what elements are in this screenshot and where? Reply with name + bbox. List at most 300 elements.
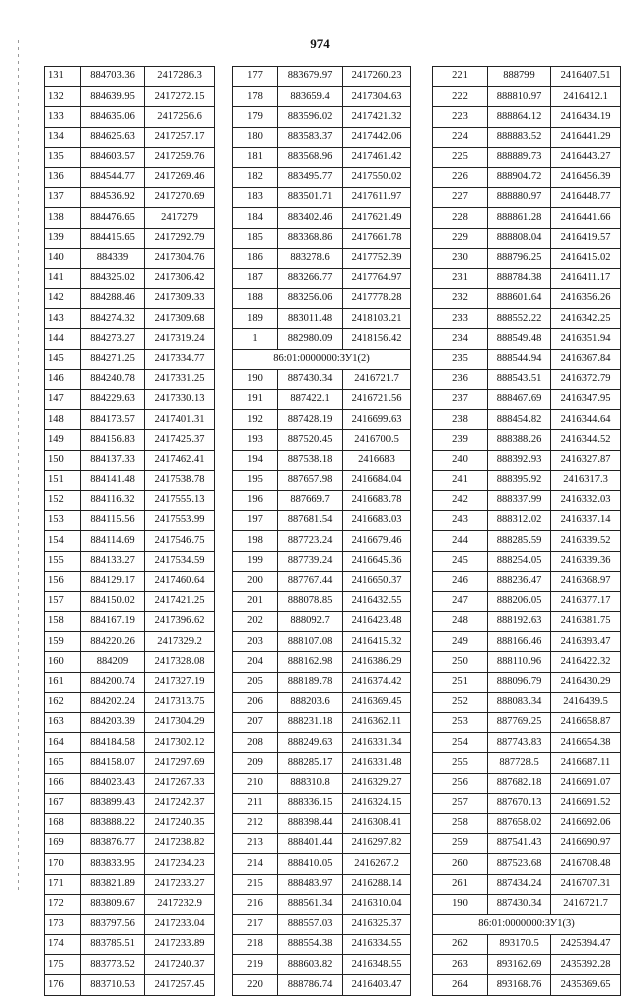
point-number-cell: 246: [433, 571, 488, 591]
y-coordinate-cell: 2417234.23: [145, 854, 215, 874]
x-coordinate-cell: 883266.77: [278, 268, 343, 288]
table-row: [233, 228, 411, 248]
x-coordinate-cell: 884167.19: [81, 612, 145, 632]
point-number-cell: 247: [433, 591, 488, 611]
x-coordinate-cell: 888889.73: [488, 147, 551, 167]
x-coordinate-cell: 883899.43: [81, 793, 145, 813]
point-number-cell: 233: [433, 309, 488, 329]
x-coordinate-cell: 884639.95: [81, 87, 145, 107]
x-coordinate-cell: 887682.18: [488, 773, 551, 793]
y-coordinate-cell: 2416645.36: [343, 551, 411, 571]
y-coordinate-cell: 2416721.56: [343, 390, 411, 410]
y-coordinate-cell: 2416456.39: [551, 167, 621, 187]
table-row: [433, 733, 621, 753]
y-coordinate-cell: 2416699.63: [343, 410, 411, 430]
table-row: [45, 511, 215, 531]
x-coordinate-cell: 888395.92: [488, 470, 551, 490]
y-coordinate-cell: 2417257.45: [145, 975, 215, 995]
y-coordinate-cell: 2417272.15: [145, 87, 215, 107]
x-coordinate-cell: 884271.25: [81, 349, 145, 369]
y-coordinate-cell: 2416342.25: [551, 309, 621, 329]
x-coordinate-cell: 887681.54: [278, 511, 343, 531]
table-row: [433, 955, 621, 975]
y-coordinate-cell: 2416419.57: [551, 228, 621, 248]
point-number-cell: 198: [233, 531, 278, 551]
point-number-cell: 219: [233, 955, 278, 975]
point-number-cell: 148: [45, 410, 81, 430]
y-coordinate-cell: 2416403.47: [343, 975, 411, 995]
y-coordinate-cell: 2416386.29: [343, 652, 411, 672]
point-number-cell: 214: [233, 854, 278, 874]
point-number-cell: 162: [45, 692, 81, 712]
table-row: [433, 713, 621, 733]
table-row: [233, 713, 411, 733]
y-coordinate-cell: 2416721.7: [343, 369, 411, 389]
table-body: [45, 67, 215, 996]
table-row: [233, 329, 411, 349]
table-row: [433, 309, 621, 329]
y-coordinate-cell: 2417256.6: [145, 107, 215, 127]
table-row: [45, 127, 215, 147]
x-coordinate-cell: 888799: [488, 67, 551, 87]
x-coordinate-cell: 888796.25: [488, 248, 551, 268]
y-coordinate-cell: 2416439.5: [551, 692, 621, 712]
y-coordinate-cell: 2417304.29: [145, 713, 215, 733]
point-number-cell: 167: [45, 793, 81, 813]
y-coordinate-cell: 2416348.55: [343, 955, 411, 975]
table-row: [45, 914, 215, 934]
table-row: [233, 289, 411, 309]
y-coordinate-cell: 2416654.38: [551, 733, 621, 753]
y-coordinate-cell: 2416690.97: [551, 834, 621, 854]
y-coordinate-cell: 2417553.99: [145, 511, 215, 531]
y-coordinate-cell: 2416423.48: [343, 612, 411, 632]
point-number-cell: 169: [45, 834, 81, 854]
y-coordinate-cell: 2417327.19: [145, 672, 215, 692]
y-coordinate-cell: 2416297.82: [343, 834, 411, 854]
y-coordinate-cell: 2416325.37: [343, 914, 411, 934]
table-row: [45, 430, 215, 450]
x-coordinate-cell: 888206.05: [488, 591, 551, 611]
y-coordinate-cell: 2416327.87: [551, 450, 621, 470]
point-number-cell: 141: [45, 268, 81, 288]
x-coordinate-cell: 884115.56: [81, 511, 145, 531]
y-coordinate-cell: 2416691.07: [551, 773, 621, 793]
point-number-cell: 145: [45, 349, 81, 369]
point-number-cell: 259: [433, 834, 488, 854]
point-number-cell: 203: [233, 632, 278, 652]
x-coordinate-cell: 887538.18: [278, 450, 343, 470]
point-number-cell: 207: [233, 713, 278, 733]
x-coordinate-cell: 883368.86: [278, 228, 343, 248]
table-row: [45, 390, 215, 410]
point-number-cell: 164: [45, 733, 81, 753]
x-coordinate-cell: 887520.45: [278, 430, 343, 450]
table-row: [433, 813, 621, 833]
table-row: [233, 147, 411, 167]
x-coordinate-cell: 893170.5: [488, 935, 551, 955]
table-row: [233, 188, 411, 208]
x-coordinate-cell: 884173.57: [81, 410, 145, 430]
x-coordinate-cell: 888337.99: [488, 490, 551, 510]
x-coordinate-cell: 888561.34: [278, 894, 343, 914]
point-number-cell: 243: [433, 511, 488, 531]
table-row: [433, 208, 621, 228]
y-coordinate-cell: 2417396.62: [145, 612, 215, 632]
x-coordinate-cell: 884544.77: [81, 167, 145, 187]
table-row: [233, 390, 411, 410]
table-row: [233, 773, 411, 793]
table-row: [233, 127, 411, 147]
x-coordinate-cell: 884202.24: [81, 692, 145, 712]
point-number-cell: 153: [45, 511, 81, 531]
point-number-cell: 174: [45, 935, 81, 955]
point-number-cell: 225: [433, 147, 488, 167]
table-row: [45, 268, 215, 288]
y-coordinate-cell: 2417313.75: [145, 692, 215, 712]
point-number-cell: 139: [45, 228, 81, 248]
table-row: [45, 773, 215, 793]
x-coordinate-cell: 884141.48: [81, 470, 145, 490]
x-coordinate-cell: 884288.46: [81, 289, 145, 309]
table-row: [45, 975, 215, 995]
x-coordinate-cell: 884137.33: [81, 450, 145, 470]
y-coordinate-cell: 2417257.17: [145, 127, 215, 147]
point-number-cell: 196: [233, 490, 278, 510]
point-number-cell: 181: [233, 147, 278, 167]
y-coordinate-cell: 2417538.78: [145, 470, 215, 490]
x-coordinate-cell: 888483.97: [278, 874, 343, 894]
y-coordinate-cell: 2416372.79: [551, 369, 621, 389]
table-row: [433, 167, 621, 187]
table-row: [233, 490, 411, 510]
page-number: 974: [310, 36, 330, 51]
table-row: [233, 309, 411, 329]
x-coordinate-cell: 887723.24: [278, 531, 343, 551]
table-row: [233, 571, 411, 591]
point-number-cell: 224: [433, 127, 488, 147]
point-number-cell: 134: [45, 127, 81, 147]
y-coordinate-cell: 2417764.97: [343, 268, 411, 288]
y-coordinate-cell: 2417329.2: [145, 632, 215, 652]
table-row: [233, 107, 411, 127]
x-coordinate-cell: 883785.51: [81, 935, 145, 955]
point-number-cell: 178: [233, 87, 278, 107]
y-coordinate-cell: 2416332.03: [551, 490, 621, 510]
x-coordinate-cell: 884603.57: [81, 147, 145, 167]
y-coordinate-cell: 2417260.23: [343, 67, 411, 87]
table-row: [433, 329, 621, 349]
x-coordinate-cell: 893168.76: [488, 975, 551, 995]
y-coordinate-cell: 2416407.51: [551, 67, 621, 87]
x-coordinate-cell: 888189.78: [278, 672, 343, 692]
table-row: [233, 67, 411, 87]
point-number-cell: 218: [233, 935, 278, 955]
x-coordinate-cell: 888285.59: [488, 531, 551, 551]
point-number-cell: 249: [433, 632, 488, 652]
point-number-cell: 223: [433, 107, 488, 127]
x-coordinate-cell: 888254.05: [488, 551, 551, 571]
table-row: [45, 793, 215, 813]
y-coordinate-cell: 2416374.42: [343, 672, 411, 692]
x-coordinate-cell: 888092.7: [278, 612, 343, 632]
x-coordinate-cell: 884114.69: [81, 531, 145, 551]
point-number-cell: 180: [233, 127, 278, 147]
table-row: [433, 511, 621, 531]
x-coordinate-cell: 887767.44: [278, 571, 343, 591]
table-row: [433, 612, 621, 632]
coordinates-table-middle: [232, 66, 411, 996]
point-number-cell: 190: [233, 369, 278, 389]
y-coordinate-cell: 2417661.78: [343, 228, 411, 248]
table-row: [433, 268, 621, 288]
table-row: [45, 753, 215, 773]
y-coordinate-cell: 2417425.37: [145, 430, 215, 450]
point-number-cell: 201: [233, 591, 278, 611]
x-coordinate-cell: 888554.38: [278, 935, 343, 955]
table-row: [433, 652, 621, 672]
y-coordinate-cell: 2416430.29: [551, 672, 621, 692]
point-number-cell: 133: [45, 107, 81, 127]
y-coordinate-cell: 2417330.13: [145, 390, 215, 410]
x-coordinate-cell: 884200.74: [81, 672, 145, 692]
point-number-cell: 179: [233, 107, 278, 127]
x-coordinate-cell: 888603.82: [278, 955, 343, 975]
point-number-cell: 160: [45, 652, 81, 672]
x-coordinate-cell: 883679.97: [278, 67, 343, 87]
table-row: [45, 208, 215, 228]
x-coordinate-cell: 888557.03: [278, 914, 343, 934]
table-row: [433, 591, 621, 611]
y-coordinate-cell: 2416687.11: [551, 753, 621, 773]
y-coordinate-cell: 2417546.75: [145, 531, 215, 551]
y-coordinate-cell: 2417778.28: [343, 289, 411, 309]
y-coordinate-cell: 2416324.15: [343, 793, 411, 813]
x-coordinate-cell: 888336.15: [278, 793, 343, 813]
x-coordinate-cell: 884023.43: [81, 773, 145, 793]
y-coordinate-cell: 2416441.66: [551, 208, 621, 228]
point-number-cell: 166: [45, 773, 81, 793]
y-coordinate-cell: 2416415.02: [551, 248, 621, 268]
table-row: [45, 834, 215, 854]
y-coordinate-cell: 2416683.78: [343, 490, 411, 510]
point-number-cell: 185: [233, 228, 278, 248]
point-number-cell: 262: [433, 935, 488, 955]
y-coordinate-cell: 2416369.45: [343, 692, 411, 712]
section-header-row: [233, 349, 411, 369]
y-coordinate-cell: 2416411.17: [551, 268, 621, 288]
point-number-cell: 189: [233, 309, 278, 329]
x-coordinate-cell: 888784.38: [488, 268, 551, 288]
y-coordinate-cell: 2416329.27: [343, 773, 411, 793]
y-coordinate-cell: 2416367.84: [551, 349, 621, 369]
x-coordinate-cell: 888162.98: [278, 652, 343, 672]
y-coordinate-cell: 2417233.04: [145, 914, 215, 934]
point-number-cell: 254: [433, 733, 488, 753]
y-coordinate-cell: 2417269.46: [145, 167, 215, 187]
table-row: [45, 955, 215, 975]
y-coordinate-cell: 2416331.48: [343, 753, 411, 773]
table-row: [433, 450, 621, 470]
table-row: [233, 268, 411, 288]
point-number-cell: 212: [233, 813, 278, 833]
y-coordinate-cell: 2425394.47: [551, 935, 621, 955]
point-number-cell: 237: [433, 390, 488, 410]
point-number-cell: 240: [433, 450, 488, 470]
point-number-cell: 147: [45, 390, 81, 410]
y-coordinate-cell: 2417328.08: [145, 652, 215, 672]
table-row: [45, 854, 215, 874]
table-row: [233, 612, 411, 632]
table-row: [433, 793, 621, 813]
x-coordinate-cell: 884129.17: [81, 571, 145, 591]
table-row: [233, 692, 411, 712]
point-number-cell: 232: [433, 289, 488, 309]
x-coordinate-cell: 884635.06: [81, 107, 145, 127]
point-number-cell: 150: [45, 450, 81, 470]
table-row: [233, 733, 411, 753]
y-coordinate-cell: 2416377.17: [551, 591, 621, 611]
table-row: [45, 167, 215, 187]
table-row: [233, 369, 411, 389]
table-row: [233, 531, 411, 551]
table-row: [45, 591, 215, 611]
point-number-cell: 151: [45, 470, 81, 490]
y-coordinate-cell: 2416337.14: [551, 511, 621, 531]
table-row: [433, 531, 621, 551]
y-coordinate-cell: 2417233.27: [145, 874, 215, 894]
y-coordinate-cell: 2417461.42: [343, 147, 411, 167]
point-number-cell: 228: [433, 208, 488, 228]
table-row: [45, 813, 215, 833]
x-coordinate-cell: 883256.06: [278, 289, 343, 309]
point-number-cell: 250: [433, 652, 488, 672]
table-row: [45, 329, 215, 349]
y-coordinate-cell: 2416684.04: [343, 470, 411, 490]
point-number-cell: 195: [233, 470, 278, 490]
x-coordinate-cell: 887428.19: [278, 410, 343, 430]
point-number-cell: 156: [45, 571, 81, 591]
x-coordinate-cell: 888549.48: [488, 329, 551, 349]
y-coordinate-cell: 2416434.19: [551, 107, 621, 127]
x-coordinate-cell: 887523.68: [488, 854, 551, 874]
table-row: [433, 551, 621, 571]
table-row: [233, 955, 411, 975]
table-body: [433, 67, 621, 996]
point-number-cell: 149: [45, 430, 81, 450]
x-coordinate-cell: 887739.24: [278, 551, 343, 571]
point-number-cell: 208: [233, 733, 278, 753]
table-row: [233, 975, 411, 995]
point-number-cell: 226: [433, 167, 488, 187]
y-coordinate-cell: 2416691.52: [551, 793, 621, 813]
y-coordinate-cell: 2416267.2: [343, 854, 411, 874]
y-coordinate-cell: 2435369.65: [551, 975, 621, 995]
y-coordinate-cell: 2416288.14: [343, 874, 411, 894]
x-coordinate-cell: 884274.32: [81, 309, 145, 329]
parcel-section-label: 86:01:0000000:ЗУ1(3): [433, 914, 621, 934]
x-coordinate-cell: 883809.67: [81, 894, 145, 914]
y-coordinate-cell: 2435392.28: [551, 955, 621, 975]
point-number-cell: 257: [433, 793, 488, 813]
point-number-cell: 144: [45, 329, 81, 349]
table-row: [233, 208, 411, 228]
y-coordinate-cell: 2416331.34: [343, 733, 411, 753]
table-row: [233, 410, 411, 430]
x-coordinate-cell: 888398.44: [278, 813, 343, 833]
table-row: [45, 107, 215, 127]
point-number-cell: 187: [233, 268, 278, 288]
point-number-cell: 176: [45, 975, 81, 995]
y-coordinate-cell: 2416443.27: [551, 147, 621, 167]
point-number-cell: 242: [433, 490, 488, 510]
point-number-cell: 161: [45, 672, 81, 692]
x-coordinate-cell: 883833.95: [81, 854, 145, 874]
table-row: [433, 248, 621, 268]
point-number-cell: 239: [433, 430, 488, 450]
point-number-cell: 200: [233, 571, 278, 591]
table-row: [433, 773, 621, 793]
table-row: [45, 692, 215, 712]
x-coordinate-cell: 887769.25: [488, 713, 551, 733]
point-number-cell: 230: [433, 248, 488, 268]
y-coordinate-cell: 2417267.33: [145, 773, 215, 793]
point-number-cell: 154: [45, 531, 81, 551]
table-row: [433, 390, 621, 410]
table-row: [233, 551, 411, 571]
x-coordinate-cell: 884209: [81, 652, 145, 672]
x-coordinate-cell: 887422.1: [278, 390, 343, 410]
y-coordinate-cell: 2416356.26: [551, 289, 621, 309]
table-row: [433, 470, 621, 490]
point-number-cell: 191: [233, 390, 278, 410]
x-coordinate-cell: 884325.02: [81, 268, 145, 288]
y-coordinate-cell: 2417240.37: [145, 955, 215, 975]
y-coordinate-cell: 2417306.42: [145, 268, 215, 288]
point-number-cell: 177: [233, 67, 278, 87]
table-row: [433, 67, 621, 87]
x-coordinate-cell: 888544.94: [488, 349, 551, 369]
table-row: [233, 672, 411, 692]
x-coordinate-cell: 883821.89: [81, 874, 145, 894]
y-coordinate-cell: 2416415.32: [343, 632, 411, 652]
point-number-cell: 158: [45, 612, 81, 632]
x-coordinate-cell: 888808.04: [488, 228, 551, 248]
table-row: [233, 591, 411, 611]
y-coordinate-cell: 2417334.77: [145, 349, 215, 369]
x-coordinate-cell: 888083.34: [488, 692, 551, 712]
x-coordinate-cell: 888454.82: [488, 410, 551, 430]
point-number-cell: 1: [233, 329, 278, 349]
x-coordinate-cell: 883876.77: [81, 834, 145, 854]
coordinates-table-right: [432, 66, 621, 996]
point-number-cell: 221: [433, 67, 488, 87]
x-coordinate-cell: 888467.69: [488, 390, 551, 410]
y-coordinate-cell: 2416347.95: [551, 390, 621, 410]
coordinates-table-left: [44, 66, 215, 996]
x-coordinate-cell: 883568.96: [278, 147, 343, 167]
x-coordinate-cell: 882980.09: [278, 329, 343, 349]
x-coordinate-cell: 888078.85: [278, 591, 343, 611]
y-coordinate-cell: 2417752.39: [343, 248, 411, 268]
y-coordinate-cell: 2417421.25: [145, 591, 215, 611]
point-number-cell: 199: [233, 551, 278, 571]
point-number-cell: 173: [45, 914, 81, 934]
point-number-cell: 197: [233, 511, 278, 531]
table-row: [233, 511, 411, 531]
table-row: [45, 228, 215, 248]
point-number-cell: 206: [233, 692, 278, 712]
